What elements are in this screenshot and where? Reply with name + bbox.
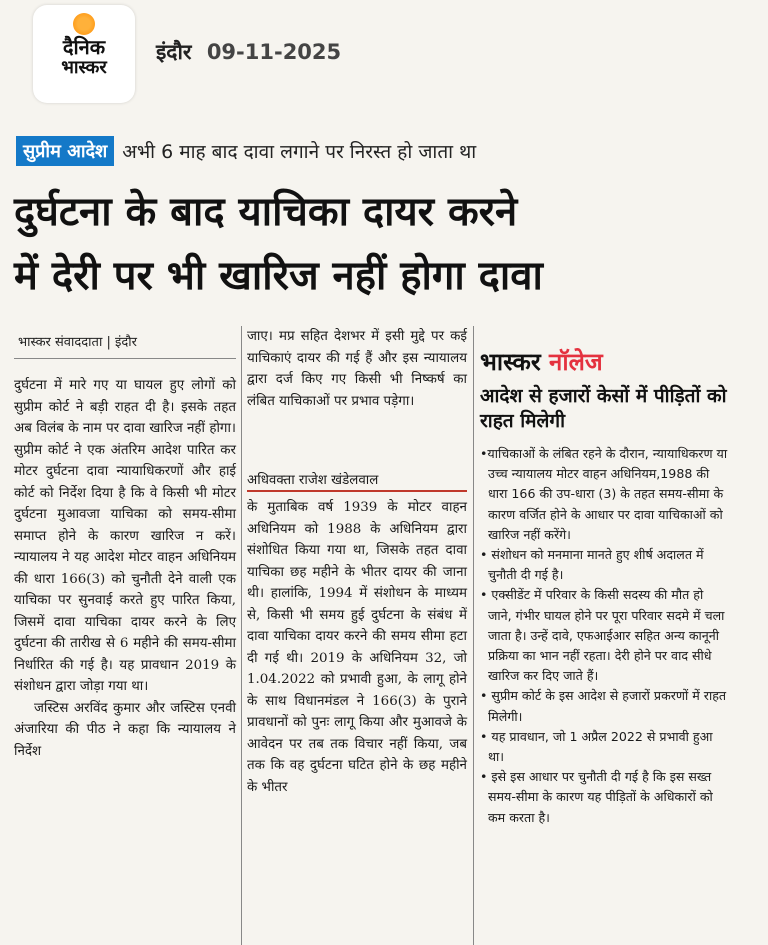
article-column-2b — [247, 497, 467, 798]
knowledge-bullet: • एक्सीडेंट में परिवार के किसी सदस्य की मौत हो जाने, गंभीर घायल होने पर पूरा परिवार सदमे में चला जाता है। उन्हें दावे, एफआईआर सहित अन्य कानूनी प्रक्रिया का भान नहीं रहता। देरी होने पर वाद सीधे खारिज कर दिए जाते हैं। — [480, 587, 725, 684]
dainik-bhaskar-logo — [33, 5, 135, 103]
col2-paragraph-1: जाए। मप्र सहित देशभर में इसी मुद्दे पर कई याचिकाएं दायर की गई हैं और इस न्यायालय द्वारा दर्ज किए गए किसी भी निष्कर्ष का लंबित याचिकाओं पर प्रभाव पड़ेगा। — [247, 329, 467, 409]
logo-line-2: भास्कर — [61, 57, 107, 78]
knowledge-bullet: • इसे इस आधार पर चुनौती दी गई है कि इस सख्त समय-सीमा के कारण यह पीड़ितों के अधिकारों को कम करता है। — [480, 769, 713, 825]
knowledge-bullet: • सुप्रीम कोर्ट के इस आदेश से हजारों प्रकरणों में राहत मिलेगी। — [480, 688, 727, 724]
knowledge-bullet: • संशोधन को मनमाना मानते हुए शीर्ष अदालत में चुनौती दी गई है। — [480, 547, 704, 583]
dateline — [156, 38, 341, 66]
logo-line-1: दैनिक — [62, 35, 106, 59]
knowledge-title — [480, 345, 730, 378]
column-divider-1 — [241, 326, 242, 945]
kicker — [16, 134, 476, 168]
knowledge-list — [480, 444, 730, 828]
col2-paragraph-2: के मुताबिक वर्ष 1939 के मोटर वाहन अधिनियम को 1988 के अधिनियम द्वारा संशोधित किया गया था, जिसके तहत दावा याचिका छह महीने के भीतर दायर की जाना थी। हालांकि, 1994 में संशोधन के माध्यम से, किसी भी समय हुई दुर्घटना के संबंध में दावा याचिका दायर करने की समय सीमा हटा दी गई थी। 2019 के अधिनियम 32, जो 1.04.2022 को प्रभावी हुआ, के लागू होने के साथ विधानमंडल ने 166(3) के पुराने प्रावधानों को पुनः लागू किया और मुआवजे के आवेदन पर तब तक विचार नहीं किया, जब तक कि वह दुर्घटना घटित होने के छह महीने के भीतर — [247, 500, 467, 795]
bhaskar-knowledge-box — [480, 345, 730, 828]
knowledge-brand: भास्कर — [480, 348, 541, 376]
lawyer-name: अधिवक्ता राजेश खंडेलवाल — [247, 470, 467, 492]
col1-paragraph-2: जस्टिस अरविंद कुमार और जस्टिस एनवी अंजारिया की पीठ ने कहा कि न्यायालय ने निर्देश — [14, 700, 236, 759]
article-column-2 — [247, 326, 467, 412]
city: इंदौर — [156, 40, 192, 64]
knowledge-bullet: • यह प्रावधान, जो 1 अप्रैल 2022 से प्रभावी हुआ था। — [480, 728, 713, 765]
article-column-1 — [14, 375, 236, 762]
sun-icon — [73, 13, 95, 35]
knowledge-label: नॉलेज — [549, 348, 603, 376]
kicker-text: अभी 6 माह बाद दावा लगाने पर निरस्त हो जाता था — [122, 141, 477, 163]
date: 09-11-2025 — [206, 40, 342, 64]
col1-paragraph-1: दुर्घटना में मारे गए या घायल हुए लोगों को सुप्रीम कोर्ट ने बड़ी राहत दी है। इसके तहत अब विलंब के नाम पर दावा खारिज नहीं होगा। सुप्रीम कोर्ट ने एक अंतरिम आदेश पारित कर मोटर दुर्घटना दावा न्यायाधिकरणों और हाई कोर्ट को निर्देश दिया है कि वे किसी भी मोटर दुर्घटना मुआवजा याचिका को समय-सीमा समाप्त होने के कारण खारिज न करें। न्यायालय ने यह आदेश मोटर वाहन अधिनियम की धारा 166(3) को चुनौती देने वाली एक याचिका पर सुनवाई करते हुए पारित किया, जिसमें दावा याचिका दायर करने के लिए दुर्घटना की तारीख से 6 महीने की समय-सीमा निर्धारित की गई है। यह प्रावधान 2019 के संशोधन द्वारा जोड़ा गया था। — [14, 378, 236, 694]
byline: भास्कर संवाददाता | इंदौर — [18, 335, 137, 350]
knowledge-heading: आदेश से हजारों केसों में पीड़ितों को राहत मिलेगी — [480, 385, 727, 432]
headline — [14, 180, 754, 308]
byline-rule — [14, 358, 236, 359]
headline-line-1: दुर्घटना के बाद याचिका दायर करने — [14, 189, 518, 235]
kicker-tag: सुप्रीम आदेश — [16, 136, 114, 166]
column-divider-2 — [473, 326, 474, 945]
headline-line-2: में देरी पर भी खारिज नहीं होगा दावा — [14, 253, 543, 299]
knowledge-bullet: •याचिकाओं के लंबित रहने के दौरान, न्यायाधिकरण या उच्च न्यायालय मोटर वाहन अधिनियम,1988 की धारा 166 की उप-धारा (3) के तहत समय-सीमा के कारण वर्जित होने के आधार पर दावा याचिकाओं को खारिज नहीं करेंगे। — [480, 446, 728, 542]
